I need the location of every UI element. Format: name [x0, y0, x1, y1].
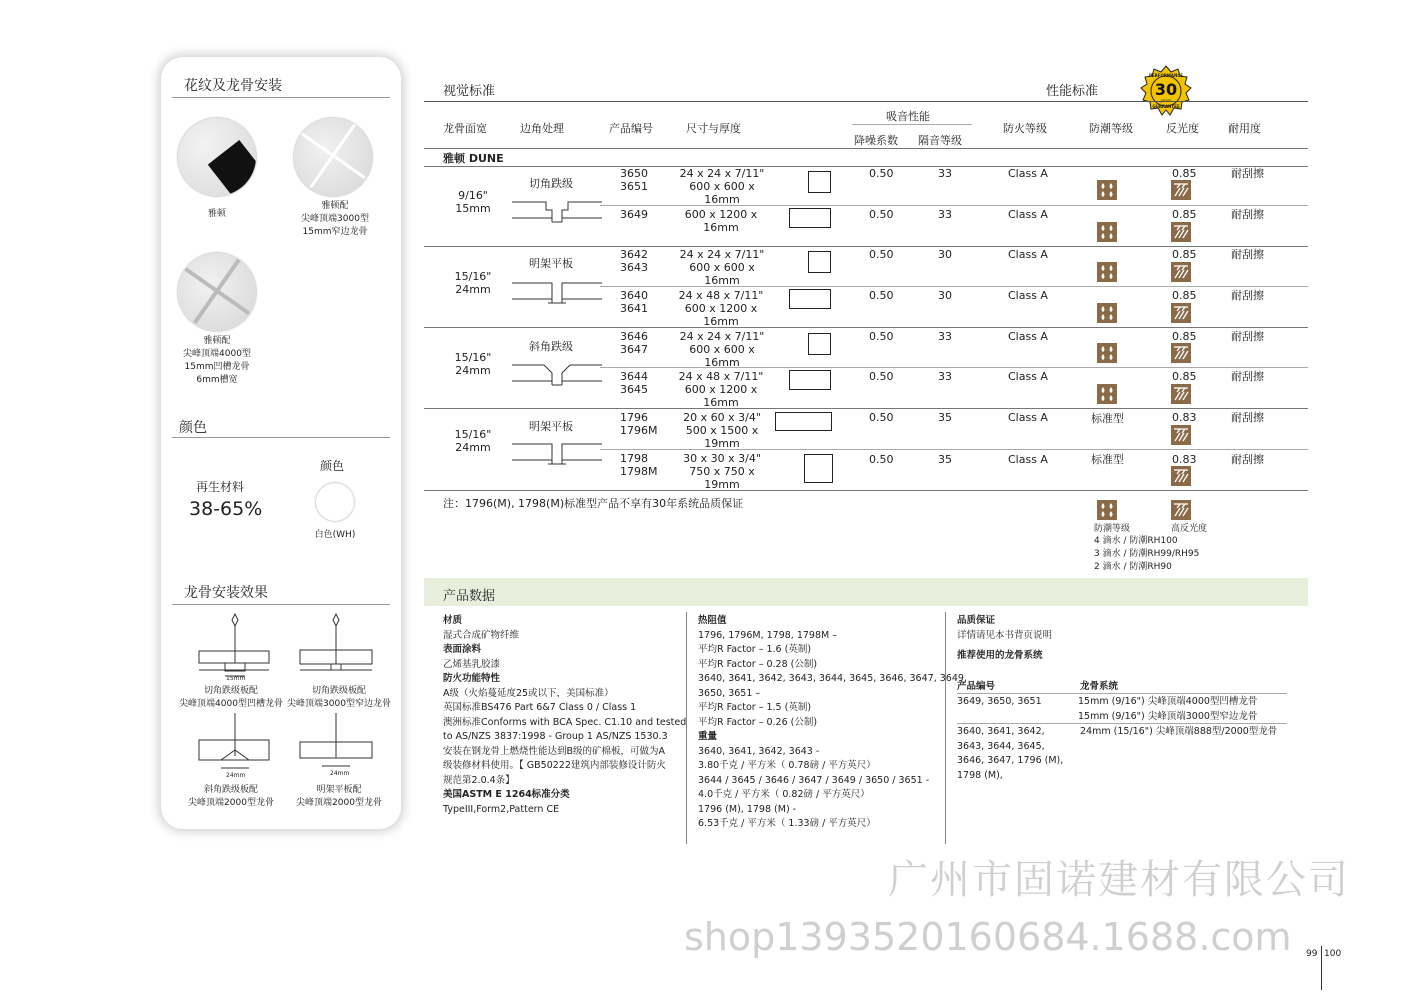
grid-line: 15/16"	[454, 270, 492, 283]
reflectance-icon	[1171, 303, 1191, 323]
humidity-drops-icon	[1097, 384, 1117, 404]
watermark-company: 广州市固诺建材有限公司	[888, 857, 1350, 903]
cac-value: 33	[938, 330, 952, 343]
lr-value: 0.85	[1172, 370, 1197, 383]
size-line: 600 x 1200 x 16mm	[684, 302, 758, 328]
edge-profile-diagram	[512, 196, 602, 224]
edge-profile-diagram	[512, 277, 602, 305]
pattern-swatch-3000	[294, 118, 372, 196]
spec-line: 级装修材料使用。【 GB50222建筑内部装修设计防火	[443, 760, 666, 771]
size-cell	[668, 370, 774, 409]
item-line: 1798	[620, 452, 648, 465]
grid-line: 15mm	[455, 202, 491, 215]
caption-line: 尖峰顶端3000型窄边龙骨	[287, 699, 391, 709]
lr-value: 0.85	[1172, 330, 1197, 343]
lr-value: 0.85	[1172, 289, 1197, 302]
recycled-label: 再生材料	[196, 480, 245, 494]
fire-value: Class A	[1008, 208, 1048, 221]
header-edge: 边角处理	[520, 122, 564, 135]
divider	[957, 723, 1287, 724]
install-dim: 24mm	[330, 770, 350, 777]
nrc-value: 0.50	[869, 248, 894, 261]
size-rect-icon	[789, 208, 831, 228]
spec-line: 乙烯基乳胶漆	[443, 658, 501, 670]
size-square-icon	[808, 251, 831, 273]
grid-line: 24mm	[455, 283, 491, 296]
install-section-title: 龙骨安装效果	[184, 585, 268, 601]
nrc-value: 0.50	[869, 330, 894, 343]
install-caption	[176, 685, 286, 711]
size-cell: 600 x 1200 x 16mm	[684, 208, 758, 234]
caption-line: 明架平板配	[316, 785, 362, 795]
table-note: 注：1796(M), 1798(M)标准型产品不享有30年系统品质保证	[443, 497, 744, 510]
divider	[424, 148, 1308, 149]
recommended-grid-title: 推荐使用的龙骨系统	[957, 650, 1043, 661]
item-line: 1796M	[620, 424, 658, 437]
grid-item-line: 3643, 3644, 3645,	[957, 740, 1045, 752]
pattern-section-title: 花纹及龙骨安装	[184, 78, 282, 94]
color-label: 颜色	[320, 459, 345, 473]
spec-line: A级（火焰蔓延度25或以下，美国标准）	[443, 687, 614, 699]
product-data-title: 产品数据	[443, 589, 496, 604]
reflectance-icon	[1171, 222, 1191, 242]
humidity-value: 标准型	[1091, 412, 1124, 425]
badge-number: 30	[1154, 80, 1178, 99]
lr-value: 0.83	[1172, 411, 1197, 424]
item-line: 3646	[620, 330, 648, 343]
spec-line: 平均R Factor – 1.6 (英制)	[698, 644, 812, 655]
pattern-caption	[290, 200, 380, 239]
legend-lr-label: 高反光度	[1171, 524, 1208, 534]
product-data-band	[424, 578, 1308, 606]
spec-heading: 表面涂料	[443, 644, 482, 655]
item-line: 3642	[620, 248, 648, 261]
caption-line: 15mm凹槽龙骨	[184, 362, 250, 372]
warranty-title: 品质保证	[957, 615, 996, 626]
install-caption	[284, 685, 394, 711]
humidity-drops-icon	[1097, 343, 1117, 363]
item-number	[620, 330, 648, 356]
item-number: 3649	[620, 208, 648, 221]
edge-profile-diagram	[512, 438, 602, 466]
size-line: 600 x 600 x 16mm	[689, 261, 755, 287]
durability-value: 耐刮擦	[1231, 208, 1264, 221]
grid-row1-items: 3649, 3650, 3651	[957, 696, 1042, 707]
spec-line: 湿式合成矿物纤维	[443, 629, 520, 641]
install-caption	[284, 784, 394, 810]
item-number	[620, 452, 658, 478]
header-size: 尺寸与厚度	[686, 122, 741, 135]
reflectance-icon	[1171, 384, 1191, 404]
humidity-drops-icon	[1097, 180, 1117, 200]
install-dim: 15mm	[226, 675, 246, 682]
recycled-value: 38-65%	[189, 498, 263, 520]
spec-line: 4.0千克 / 平方米（ 0.82磅 / 平方英尺）	[698, 789, 870, 800]
size-line: 24 x 24 x 7/11"	[679, 248, 765, 261]
page-number-right: 100	[1324, 949, 1342, 959]
edge-label: 切角跌级	[529, 177, 573, 190]
performance-standard-title: 性能标准	[1046, 84, 1099, 99]
grid-row2-items	[957, 725, 1063, 783]
item-number	[620, 289, 648, 315]
header-fire: 防火等级	[1003, 122, 1047, 135]
item-line: 3650	[620, 167, 648, 180]
divider	[172, 97, 390, 98]
size-cell	[672, 248, 772, 287]
divider	[424, 490, 1308, 491]
spec-heading: 热阻值	[698, 615, 727, 626]
lr-value: 0.85	[1172, 208, 1197, 221]
white-color-swatch	[316, 483, 354, 521]
caption-line: 尖峰顶端4000型	[183, 349, 251, 359]
spec-line: 3640, 3641, 3642, 3643 -	[698, 745, 820, 757]
size-square-icon	[808, 171, 831, 193]
fire-value: Class A	[1008, 248, 1048, 261]
caption-line: 尖峰顶端2000型龙骨	[296, 798, 382, 808]
caption-line: 6mm槽宽	[196, 375, 238, 385]
item-line: 3643	[620, 261, 648, 274]
caption-line: 切角跌级板配	[311, 686, 366, 696]
lr-value: 0.85	[1172, 167, 1197, 180]
legend-humidity-label: 防潮等级	[1094, 524, 1131, 534]
spec-line: 平均R Factor – 0.26 (公制)	[698, 716, 818, 728]
size-square-icon	[804, 454, 833, 483]
size-line: 24 x 24 x 7/11"	[679, 167, 765, 180]
spec-line: 6.53千克 / 平方米（ 1.33磅 / 平方英尺）	[698, 818, 876, 829]
size-line: 24 x 48 x 7/11"	[678, 370, 764, 383]
fire-value: Class A	[1008, 411, 1048, 424]
header-acoustic: 吸音性能	[886, 110, 930, 123]
install-caption	[176, 784, 286, 810]
grid-item-line: 3640, 3641, 3642,	[957, 726, 1045, 737]
item-number	[620, 248, 648, 274]
page-number-left: 99	[1306, 949, 1318, 959]
divider	[424, 246, 1308, 247]
grid-width-cell	[445, 428, 501, 454]
visual-standard-title: 视觉标准	[443, 84, 496, 99]
size-cell	[672, 411, 772, 450]
header-nrc: 降噪系数	[854, 134, 898, 147]
item-number	[620, 411, 658, 437]
product-data-col3	[957, 614, 1052, 664]
page-divider	[1321, 946, 1322, 990]
color-swatch-caption: 白色(WH)	[314, 530, 356, 540]
size-cell	[672, 167, 772, 206]
fire-value: Class A	[1008, 330, 1048, 343]
size-long-rect-icon	[775, 412, 832, 431]
nrc-value: 0.50	[869, 370, 894, 383]
caption-line: 尖峰顶端4000型凹槽龙骨	[179, 699, 283, 709]
pattern-swatch-plain	[178, 118, 256, 196]
grid-width-cell	[445, 189, 501, 215]
size-line: 600 x 1200 x 16mm	[684, 383, 758, 409]
size-line: 24 x 24 x 7/11"	[679, 330, 765, 343]
size-square-icon	[808, 333, 831, 355]
divider	[852, 124, 972, 125]
header-durability: 耐用度	[1228, 122, 1261, 135]
install-dim: 24mm	[226, 772, 246, 779]
fire-value: Class A	[1008, 453, 1048, 466]
spec-line: 3640, 3641, 3642, 3643, 3644, 3645, 3646, 3647, 3649,	[698, 673, 967, 684]
caption-line: 切角跌级板配	[203, 686, 258, 696]
item-line: 1798M	[620, 465, 658, 478]
size-cell	[672, 330, 772, 369]
grid-line: 24mm	[455, 441, 491, 454]
spec-heading: 美国ASTM E 1264标准分类	[443, 789, 570, 800]
grid-table-header-item: 产品编号	[957, 681, 996, 692]
lr-value: 0.85	[1172, 248, 1197, 261]
size-rect-icon	[789, 289, 831, 309]
grid-line: 15/16"	[454, 428, 492, 441]
spec-line: 1796 (M), 1798 (M) -	[698, 803, 797, 815]
item-line: 3640	[620, 289, 648, 302]
item-line: 3641	[620, 302, 648, 315]
legend-line: 2 滴水 / 防潮RH90	[1094, 562, 1172, 572]
family-label: 雅顿 DUNE	[443, 152, 504, 165]
cac-value: 30	[938, 248, 952, 261]
spec-line: 安装在钢龙骨上燃烧性能达到B级的矿棉板，可做为A	[443, 745, 666, 757]
caption-line: 斜角跌级板配	[203, 785, 258, 795]
humidity-value: 标准型	[1091, 453, 1124, 466]
caption-line: 雅顿配	[203, 336, 231, 346]
grid-width-cell	[445, 270, 501, 296]
item-line: 3647	[620, 343, 648, 356]
durability-value: 耐刮擦	[1231, 167, 1264, 180]
spec-line: TypeIII,Form2,Pattern CE	[443, 803, 560, 815]
item-line: 3645	[620, 383, 648, 396]
cac-value: 35	[938, 411, 952, 424]
product-data-col1-lines	[443, 614, 686, 817]
legend-lines	[1094, 535, 1199, 574]
grid-line: 24mm	[455, 364, 491, 377]
grid-row1-systems	[1078, 695, 1257, 724]
grid-system-line: 15mm (9/16") 尖峰顶端4000型凹槽龙骨	[1078, 696, 1258, 707]
size-line: 24 x 48 x 7/11"	[678, 289, 764, 302]
header-item-no: 产品编号	[609, 122, 653, 135]
size-line: 30 x 30 x 3/4"	[683, 452, 761, 465]
durability-value: 耐刮擦	[1231, 411, 1264, 424]
spec-line: 3650, 3651 –	[698, 687, 761, 699]
size-line: 600 x 600 x 16mm	[689, 180, 755, 206]
nrc-value: 0.50	[869, 289, 894, 302]
spec-line: 平均R Factor – 1.5 (英制)	[698, 702, 812, 713]
caption-line: 15mm窄边龙骨	[302, 227, 368, 237]
header-cac: 隔音等级	[918, 134, 962, 147]
humidity-drops-icon	[1097, 222, 1117, 242]
item-line: 3651	[620, 180, 648, 193]
legend-line: 4 滴水 / 防潮RH100	[1094, 536, 1178, 546]
caption-line: 尖峰顶端3000型	[301, 214, 369, 224]
pattern-caption	[172, 335, 262, 387]
spec-line: 澳洲标准Conforms with BCA Spec. C1.10 and tested	[443, 716, 687, 728]
spec-line: to AS/NZS 3837:1998 - Group 1 AS/NZS 1530.3	[443, 731, 668, 742]
divider	[172, 437, 390, 438]
reflectance-icon	[1171, 262, 1191, 282]
fire-value: Class A	[1008, 370, 1048, 383]
family-name	[443, 150, 504, 166]
item-line: 1796	[620, 411, 648, 424]
fire-value: Class A	[1008, 167, 1048, 180]
spec-line: 规范第2.0.4条】	[443, 774, 515, 786]
divider	[424, 408, 1308, 409]
durability-value: 耐刮擦	[1231, 370, 1264, 383]
durability-value: 耐刮擦	[1231, 453, 1264, 466]
reflectance-icon	[1171, 425, 1191, 445]
product-data-col2-lines	[698, 614, 967, 832]
divider	[957, 693, 1287, 694]
grid-item-line: 3646, 3647, 1796 (M),	[957, 755, 1064, 766]
spec-line: 平均R Factor – 0.28 (公制)	[698, 658, 818, 670]
spec-line: 3.80千克 / 平方米（ 0.78磅 / 平方英尺）	[698, 760, 876, 771]
caption-line: 雅顿配	[321, 201, 349, 211]
spec-heading: 材质	[443, 615, 463, 626]
cac-value: 35	[938, 453, 952, 466]
cac-value: 33	[938, 167, 952, 180]
cac-value: 30	[938, 289, 952, 302]
item-number	[620, 167, 648, 193]
divider	[424, 327, 1308, 328]
size-line: 20 x 60 x 3/4"	[683, 411, 761, 424]
edge-profile-diagram	[512, 359, 602, 387]
size-cell	[672, 452, 772, 491]
size-line: 500 x 1500 x 19mm	[685, 424, 759, 450]
grid-system-line: 15mm (9/16") 尖峰顶端3000型窄边龙骨	[1078, 710, 1258, 722]
nrc-value: 0.50	[869, 453, 894, 466]
reflectance-icon	[1171, 180, 1191, 200]
spec-line: 3644 / 3645 / 3646 / 3647 / 3649 / 3650 / 3651 -	[698, 774, 930, 786]
humidity-drops-icon	[1097, 500, 1117, 520]
cac-value: 33	[938, 370, 952, 383]
legend-line: 3 滴水 / 防潮RH99/RH95	[1094, 549, 1200, 559]
nrc-value: 0.50	[869, 411, 894, 424]
durability-value: 耐刮擦	[1231, 289, 1264, 302]
header-lr: 反光度	[1166, 122, 1199, 135]
item-line: 3644	[620, 370, 648, 383]
badge-top: PERFORMANCE	[1148, 73, 1184, 78]
size-line: 750 x 750 x 19mm	[689, 465, 755, 491]
humidity-drops-icon	[1097, 303, 1117, 323]
header-grid-width: 龙骨面宽	[443, 122, 487, 135]
humidity-drops-icon	[1097, 262, 1117, 282]
guarantee-badge-icon	[1140, 65, 1192, 117]
grid-table-header-grid: 龙骨系统	[1080, 681, 1119, 692]
table-top-rule	[424, 101, 1308, 102]
reflectance-icon	[1171, 500, 1191, 520]
pattern-caption: 雅顿	[207, 209, 226, 219]
spec-line: 1796, 1796M, 1798, 1798M –	[698, 629, 837, 641]
size-line: 600 x 600 x 16mm	[689, 343, 755, 369]
color-section-title: 颜色	[179, 420, 207, 436]
grid-line: 9/16"	[458, 189, 488, 202]
durability-value: 耐刮擦	[1231, 248, 1264, 261]
nrc-value: 0.50	[869, 208, 894, 221]
size-cell	[668, 289, 774, 328]
reflectance-icon	[1171, 343, 1191, 363]
badge-bottom: GUARANTEE	[1152, 104, 1180, 109]
caption-line: 尖峰顶端2000型龙骨	[188, 798, 274, 808]
item-number	[620, 370, 648, 396]
reflectance-icon	[1171, 466, 1191, 486]
spec-line: 英国标准BS476 Part 6&7 Class 0 / Class 1	[443, 702, 637, 713]
spec-heading: 防火功能特性	[443, 673, 501, 684]
grid-width-cell	[445, 351, 501, 377]
spec-heading: 重量	[698, 731, 718, 742]
grid-line: 15/16"	[454, 351, 492, 364]
warranty-text: 详情请见本书背页说明	[957, 629, 1053, 641]
header-humidity: 防潮等级	[1089, 122, 1133, 135]
fire-value: Class A	[1008, 289, 1048, 302]
divider	[172, 604, 390, 605]
watermark-shop: shop1393520160684.1688.com	[684, 915, 1292, 959]
size-rect-icon	[789, 370, 831, 390]
durability-value: 耐刮擦	[1231, 330, 1264, 343]
grid-item-line: 1798 (M),	[957, 769, 1003, 781]
nrc-value: 0.50	[869, 167, 894, 180]
cac-value: 33	[938, 208, 952, 221]
grid-row2-system: 24mm (15/16") 尖峰顶端888型/2000型龙骨	[1080, 726, 1278, 737]
edge-label: 明架平板	[529, 420, 573, 433]
lr-value: 0.83	[1172, 453, 1197, 466]
edge-label: 明架平板	[529, 257, 573, 270]
edge-label: 斜角跌级	[529, 340, 573, 353]
pattern-swatch-4000	[178, 253, 256, 331]
